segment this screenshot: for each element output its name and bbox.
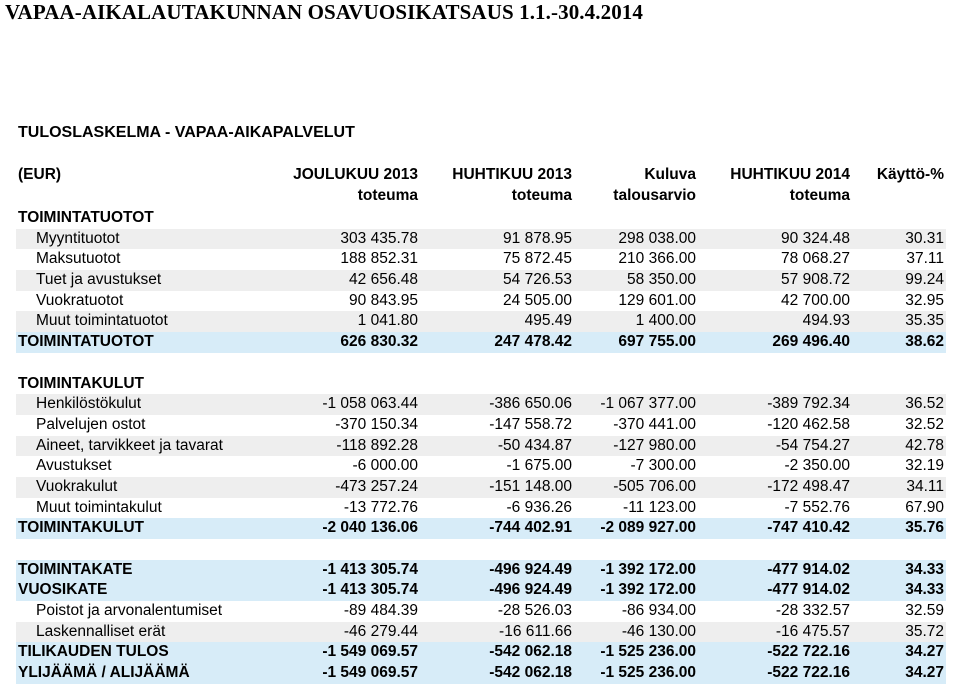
cell-usage-pct: 35.72 [905,622,944,640]
cell-apr-2014: -120 462.58 [767,415,850,433]
total-row-annual-margin [16,580,946,601]
cell-usage-pct: 35.35 [905,312,944,330]
cell-dec-2013: -2 040 136.06 [322,519,418,537]
cell-apr-2014: -172 498.47 [767,477,850,495]
cell-usage-pct: 30.31 [905,229,944,247]
header-col-budget: Kuluva talousarvio [613,166,696,204]
cell-budget: -1 392 172.00 [600,581,696,599]
income-statement [16,120,946,684]
cell-usage-pct: 34.11 [906,477,944,495]
row-label: Tuet ja avustukset [36,271,162,289]
row-label: TOIMINTAKATE [18,560,133,578]
cell-dec-2013: 303 435.78 [340,229,418,247]
row-label: TOIMINTATUOTOT [18,209,154,226]
cell-usage-pct: 32.52 [905,415,944,433]
cell-dec-2013: 188 852.31 [340,250,418,268]
cell-dec-2013: -473 257.24 [335,477,418,495]
cell-usage-pct: 36.52 [905,395,944,413]
cell-apr-2014: 78 068.27 [781,250,850,268]
cell-apr-2013: 247 478.42 [494,333,572,351]
cell-apr-2014: -7 552.76 [784,498,850,516]
row-label: YLIJÄÄMÄ / ALIJÄÄMÄ [18,664,190,682]
cell-usage-pct: 38.62 [905,333,944,351]
cell-usage-pct: 32.19 [905,457,944,475]
table-row [16,498,946,519]
cell-usage-pct: 34.33 [905,560,944,578]
cell-apr-2013: -16 611.66 [499,622,572,640]
cell-apr-2014: -2 350.00 [784,457,850,475]
cell-usage-pct: 32.59 [905,602,944,620]
row-label: TOIMINTAKULUT [18,374,144,392]
cell-apr-2013: -147 558.72 [489,415,572,433]
cell-apr-2013: 54 726.53 [503,271,572,289]
cell-apr-2014: -522 722.16 [767,664,850,682]
cell-apr-2014: 90 324.48 [781,229,850,247]
document-title: VAPAA-AIKALAUTAKUNNAN OSAVUOSIKATSAUS 1.1.-30.4.2014 [5,0,643,24]
row-label: Aineet, tarvikkeet ja tavarat [36,436,223,454]
cell-budget: -2 089 927.00 [600,519,696,537]
cell-budget: 58 350.00 [627,271,696,289]
cell-dec-2013: -6 000.00 [352,457,418,475]
cell-apr-2013: 24 505.00 [503,291,572,309]
total-row-fiscal-result [16,642,946,663]
row-label: Muut toimintatuotot [36,312,168,330]
row-label: TOIMINTATUOTOT [18,333,154,351]
cell-apr-2014: -16 475.57 [775,622,850,640]
cell-apr-2013: -28 526.03 [497,602,572,620]
header-col-dec-2013: JOULUKUU 2013 toteuma [293,166,418,204]
cell-dec-2013: -1 058 063.44 [322,395,418,413]
table-row [16,249,946,270]
row-label: Maksutuotot [36,250,121,268]
cell-apr-2013: -744 402.91 [489,519,572,537]
cell-usage-pct: 35.76 [905,519,944,537]
cell-apr-2014: 494.93 [802,312,850,330]
cell-apr-2014: -389 792.34 [767,395,850,413]
cell-budget: 298 038.00 [618,229,696,247]
cell-apr-2013: -542 062.18 [489,664,572,682]
cell-apr-2013: -496 924.49 [489,560,572,578]
header-col-apr-2014: HUHTIKUU 2014 toteuma [730,166,850,204]
table-row [16,270,946,291]
table-row [16,394,946,415]
cell-apr-2014: -54 754.27 [775,436,850,454]
cell-dec-2013: -1 413 305.74 [322,560,418,578]
row-label: Vuokratuotot [36,291,124,309]
cell-apr-2013: -1 675.00 [506,457,572,475]
row-label: Palvelujen ostot [36,415,146,433]
table-row [16,456,946,477]
row-label: Avustukset [36,457,112,475]
header-col-apr-2013: HUHTIKUU 2013 toteuma [452,166,572,204]
cell-usage-pct: 42.78 [905,436,944,454]
table-row [16,415,946,436]
cell-apr-2014: -477 914.02 [767,581,850,599]
cell-dec-2013: -370 150.34 [335,415,418,433]
row-label: TILIKAUDEN TULOS [18,643,169,661]
cell-dec-2013: 42 656.48 [349,271,418,289]
cell-budget: 210 366.00 [618,250,696,268]
cell-dec-2013: -1 413 305.74 [322,581,418,599]
cell-budget: -11 123.00 [623,498,696,516]
header-currency: (EUR) [18,166,62,183]
cell-apr-2014: -477 914.02 [767,560,850,578]
cell-apr-2014: 269 496.40 [772,333,850,351]
cell-budget: -7 300.00 [630,457,696,475]
table-row [16,311,946,332]
cell-budget: -1 525 236.00 [600,664,696,682]
cell-apr-2013: -496 924.49 [489,581,572,599]
row-label: Poistot ja arvonalentumiset [36,602,223,620]
cell-apr-2013: -50 434.87 [497,436,572,454]
cell-apr-2014: 42 700.00 [781,291,850,309]
spacer [16,353,946,374]
cell-apr-2014: -28 332.57 [775,602,850,620]
cell-dec-2013: 1 041.80 [357,312,418,330]
cell-budget: -1 067 377.00 [600,395,696,413]
row-label: Myyntituotot [36,229,120,247]
cell-dec-2013: -1 549 069.57 [322,664,418,682]
section-heading-expenses [16,374,946,395]
cell-apr-2013: 495.49 [524,312,572,330]
cell-dec-2013: -46 279.44 [343,622,418,640]
cell-apr-2013: 75 872.45 [503,250,572,268]
cell-usage-pct: 99.24 [905,271,944,289]
total-row-revenue [16,332,946,353]
table-row [16,477,946,498]
table-row [16,291,946,312]
cell-apr-2013: -6 936.26 [506,498,572,516]
row-label: Laskennalliset erät [36,622,166,640]
cell-apr-2013: 91 878.95 [503,229,572,247]
row-label: VUOSIKATE [18,581,108,599]
cell-dec-2013: -89 484.39 [343,602,418,620]
row-label: TOIMINTAKULUT [18,519,144,537]
header-col-usage-pct: Käyttö-% [876,166,944,183]
table-row [16,601,946,622]
total-row-surplus-deficit [16,663,946,684]
cell-budget: -1 525 236.00 [600,643,696,661]
cell-budget: 697 755.00 [618,333,696,351]
report-title: TULOSLASKELMA - VAPAA-AIKAPALVELUT [18,124,355,141]
cell-apr-2013: -386 650.06 [489,395,572,413]
table-row [16,622,946,643]
row-label: Vuokrakulut [36,477,118,495]
cell-dec-2013: -118 892.28 [336,436,418,454]
cell-usage-pct: 67.90 [905,498,944,516]
section-heading-revenue [16,208,946,229]
total-row-operating-margin [16,560,946,581]
cell-usage-pct: 34.33 [905,581,944,599]
cell-budget: -1 392 172.00 [600,560,696,578]
cell-usage-pct: 37.11 [906,250,944,268]
cell-dec-2013: -13 772.76 [343,498,418,516]
row-label: Henkilöstökulut [36,395,142,413]
cell-budget: 129 601.00 [618,291,696,309]
cell-apr-2014: 57 908.72 [781,271,850,289]
cell-usage-pct: 34.27 [905,643,944,661]
cell-dec-2013: -1 549 069.57 [322,643,418,661]
cell-budget: -46 130.00 [621,622,696,640]
table-row [16,229,946,250]
row-label: Muut toimintakulut [36,498,162,516]
cell-budget: -505 706.00 [613,477,696,495]
table-header [16,164,946,208]
cell-usage-pct: 34.27 [905,664,944,682]
cell-dec-2013: 90 843.95 [349,291,418,309]
cell-budget: -127 980.00 [613,436,696,454]
cell-budget: -86 934.00 [621,602,696,620]
cell-apr-2013: -542 062.18 [489,643,572,661]
cell-apr-2014: -522 722.16 [767,643,850,661]
cell-budget: 1 400.00 [635,312,696,330]
cell-budget: -370 441.00 [613,415,696,433]
cell-usage-pct: 32.95 [905,291,944,309]
cell-dec-2013: 626 830.32 [340,333,418,351]
table-row [16,436,946,457]
cell-apr-2014: -747 410.42 [767,519,850,537]
cell-apr-2013: -151 148.00 [489,477,572,495]
spacer [16,539,946,560]
total-row-expenses [16,518,946,539]
